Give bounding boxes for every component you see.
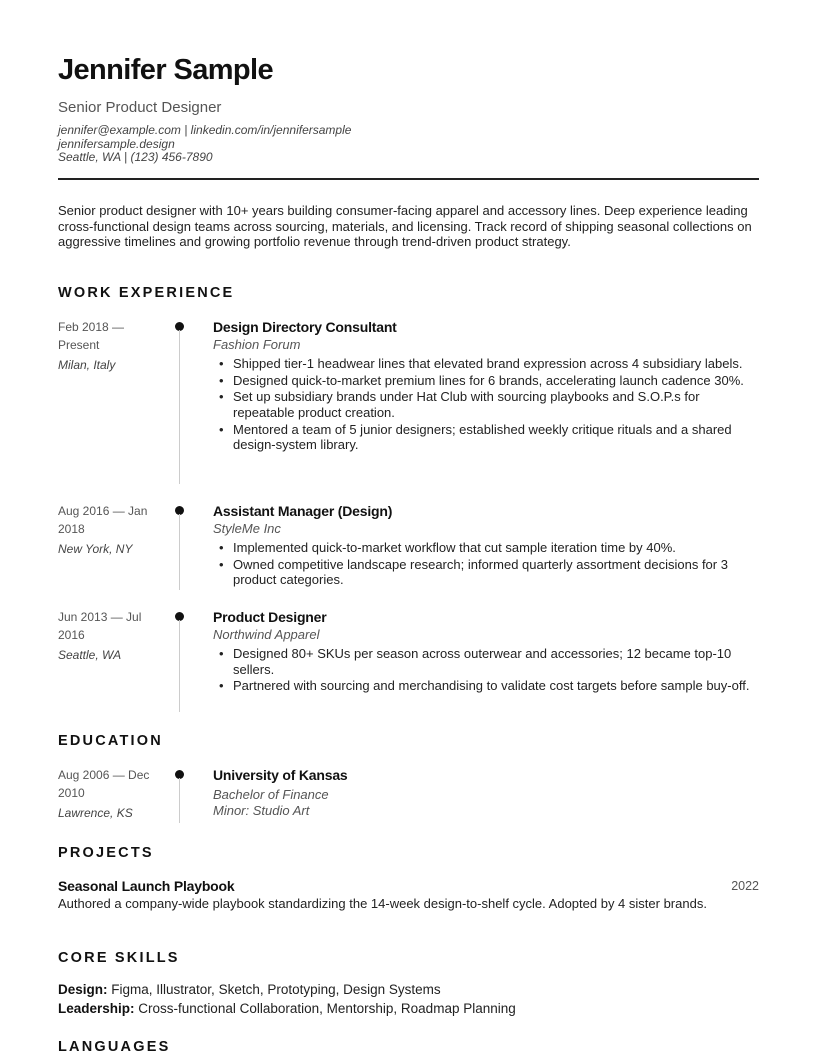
job-bullet: • Owned competitive landscape research; informed quarterly assortment decisions for 3 product categories. — [213, 557, 759, 588]
education-dates: Aug 2006 — Dec 2010 — [58, 768, 150, 800]
experience-body — [213, 318, 759, 454]
job-organization: Northwind Apparel — [213, 627, 320, 642]
experience-meta — [58, 502, 158, 558]
education-location: Lawrence, KS — [58, 806, 133, 820]
timeline-line — [179, 330, 180, 484]
education-body — [213, 766, 759, 818]
header-divider — [58, 178, 759, 180]
section-title-languages: LANGUAGES — [58, 1039, 171, 1055]
candidate-role: Senior Product Designer — [58, 99, 222, 116]
job-bullet: • Implemented quick-to-market workflow that cut sample iteration time by 40%. — [213, 540, 759, 556]
project-description: Authored a company-wide playbook standardizing the 14-week design-to-shelf cycle. Adopted by 4 sister brands. — [58, 896, 707, 911]
skill-label: Leadership: — [58, 1001, 135, 1016]
project-title: Seasonal Launch Playbook — [58, 878, 235, 894]
job-bullet: • Set up subsidiary brands under Hat Club with sourcing playbooks and S.O.P.s for repeatable product creation. — [213, 389, 759, 420]
skill-value: Figma, Illustrator, Sketch, Prototyping, Design Systems — [111, 982, 441, 997]
skill-label: Design: — [58, 982, 108, 997]
job-bullets — [213, 540, 759, 588]
job-title: Design Directory Consultant — [213, 319, 397, 335]
experience-location: Seattle, WA — [58, 648, 122, 662]
minor: Minor: Studio Art — [213, 802, 310, 818]
section-title-education: EDUCATION — [58, 733, 163, 749]
job-title: Product Designer — [213, 609, 327, 625]
job-bullet: • Partnered with sourcing and merchandising to validate cost targets before sample buy-off. — [213, 678, 759, 694]
section-title-experience: WORK EXPERIENCE — [58, 285, 235, 301]
job-bullet: • Designed 80+ SKUs per season across outerwear and accessories; 12 became top-10 sellers. — [213, 646, 759, 677]
job-bullet: • Mentored a team of 5 junior designers; established weekly critique rituals and a shared design-system library. — [213, 422, 759, 453]
experience-location: New York, NY — [58, 542, 133, 556]
timeline-line — [179, 514, 180, 590]
job-bullets — [213, 646, 759, 694]
experience-dates: Jun 2013 — Jul 2016 — [58, 610, 142, 642]
experience-location: Milan, Italy — [58, 358, 116, 372]
contact-email-linkedin: jennifer@example.com | linkedin.com/in/jennifersample — [58, 123, 352, 137]
summary-paragraph: Senior product designer with 10+ years building consumer-facing apparel and accessory lines. Deep experience leading cross-functional design teams across sourcing, materials, and licensing. Track record of shipping seasonal collections on aggressive timelines and growing portfolio revenue through trend-driven product strategy. — [58, 203, 752, 249]
section-title-projects: PROJECTS — [58, 845, 154, 861]
experience-dates: Feb 2018 — Present — [58, 320, 125, 352]
experience-meta — [58, 318, 158, 374]
contact-block — [58, 124, 351, 165]
project-entry — [58, 878, 759, 912]
experience-dates: Aug 2016 — Jan 2018 — [58, 504, 148, 536]
job-bullet: • Shipped tier-1 headwear lines that elevated brand expression across 4 subsidiary labels. — [213, 356, 759, 372]
job-bullets — [213, 356, 759, 453]
job-bullet: • Designed quick-to-market premium lines for 6 brands, accelerating launch cadence 30%. — [213, 373, 759, 389]
degree: Bachelor of Finance — [213, 787, 329, 802]
education-meta — [58, 766, 158, 822]
school-name: University of Kansas — [213, 767, 348, 783]
project-year: 2022 — [731, 879, 759, 893]
experience-meta — [58, 608, 158, 664]
section-title-skills: CORE SKILLS — [58, 950, 180, 966]
contact-website: jennifersample.design — [58, 136, 175, 151]
job-title: Assistant Manager (Design) — [213, 503, 393, 519]
timeline-line — [179, 620, 180, 712]
job-organization: Fashion Forum — [213, 337, 301, 352]
experience-body — [213, 502, 759, 589]
experience-body — [213, 608, 759, 695]
candidate-name: Jennifer Sample — [58, 54, 274, 86]
skill-value: Cross-functional Collaboration, Mentorship, Roadmap Planning — [138, 1001, 516, 1016]
timeline-line — [179, 778, 180, 823]
skill-row — [58, 1001, 516, 1016]
job-organization: StyleMe Inc — [213, 521, 281, 536]
contact-location-phone: Seattle, WA | (123) 456-7890 — [58, 150, 213, 164]
skill-row — [58, 982, 441, 997]
